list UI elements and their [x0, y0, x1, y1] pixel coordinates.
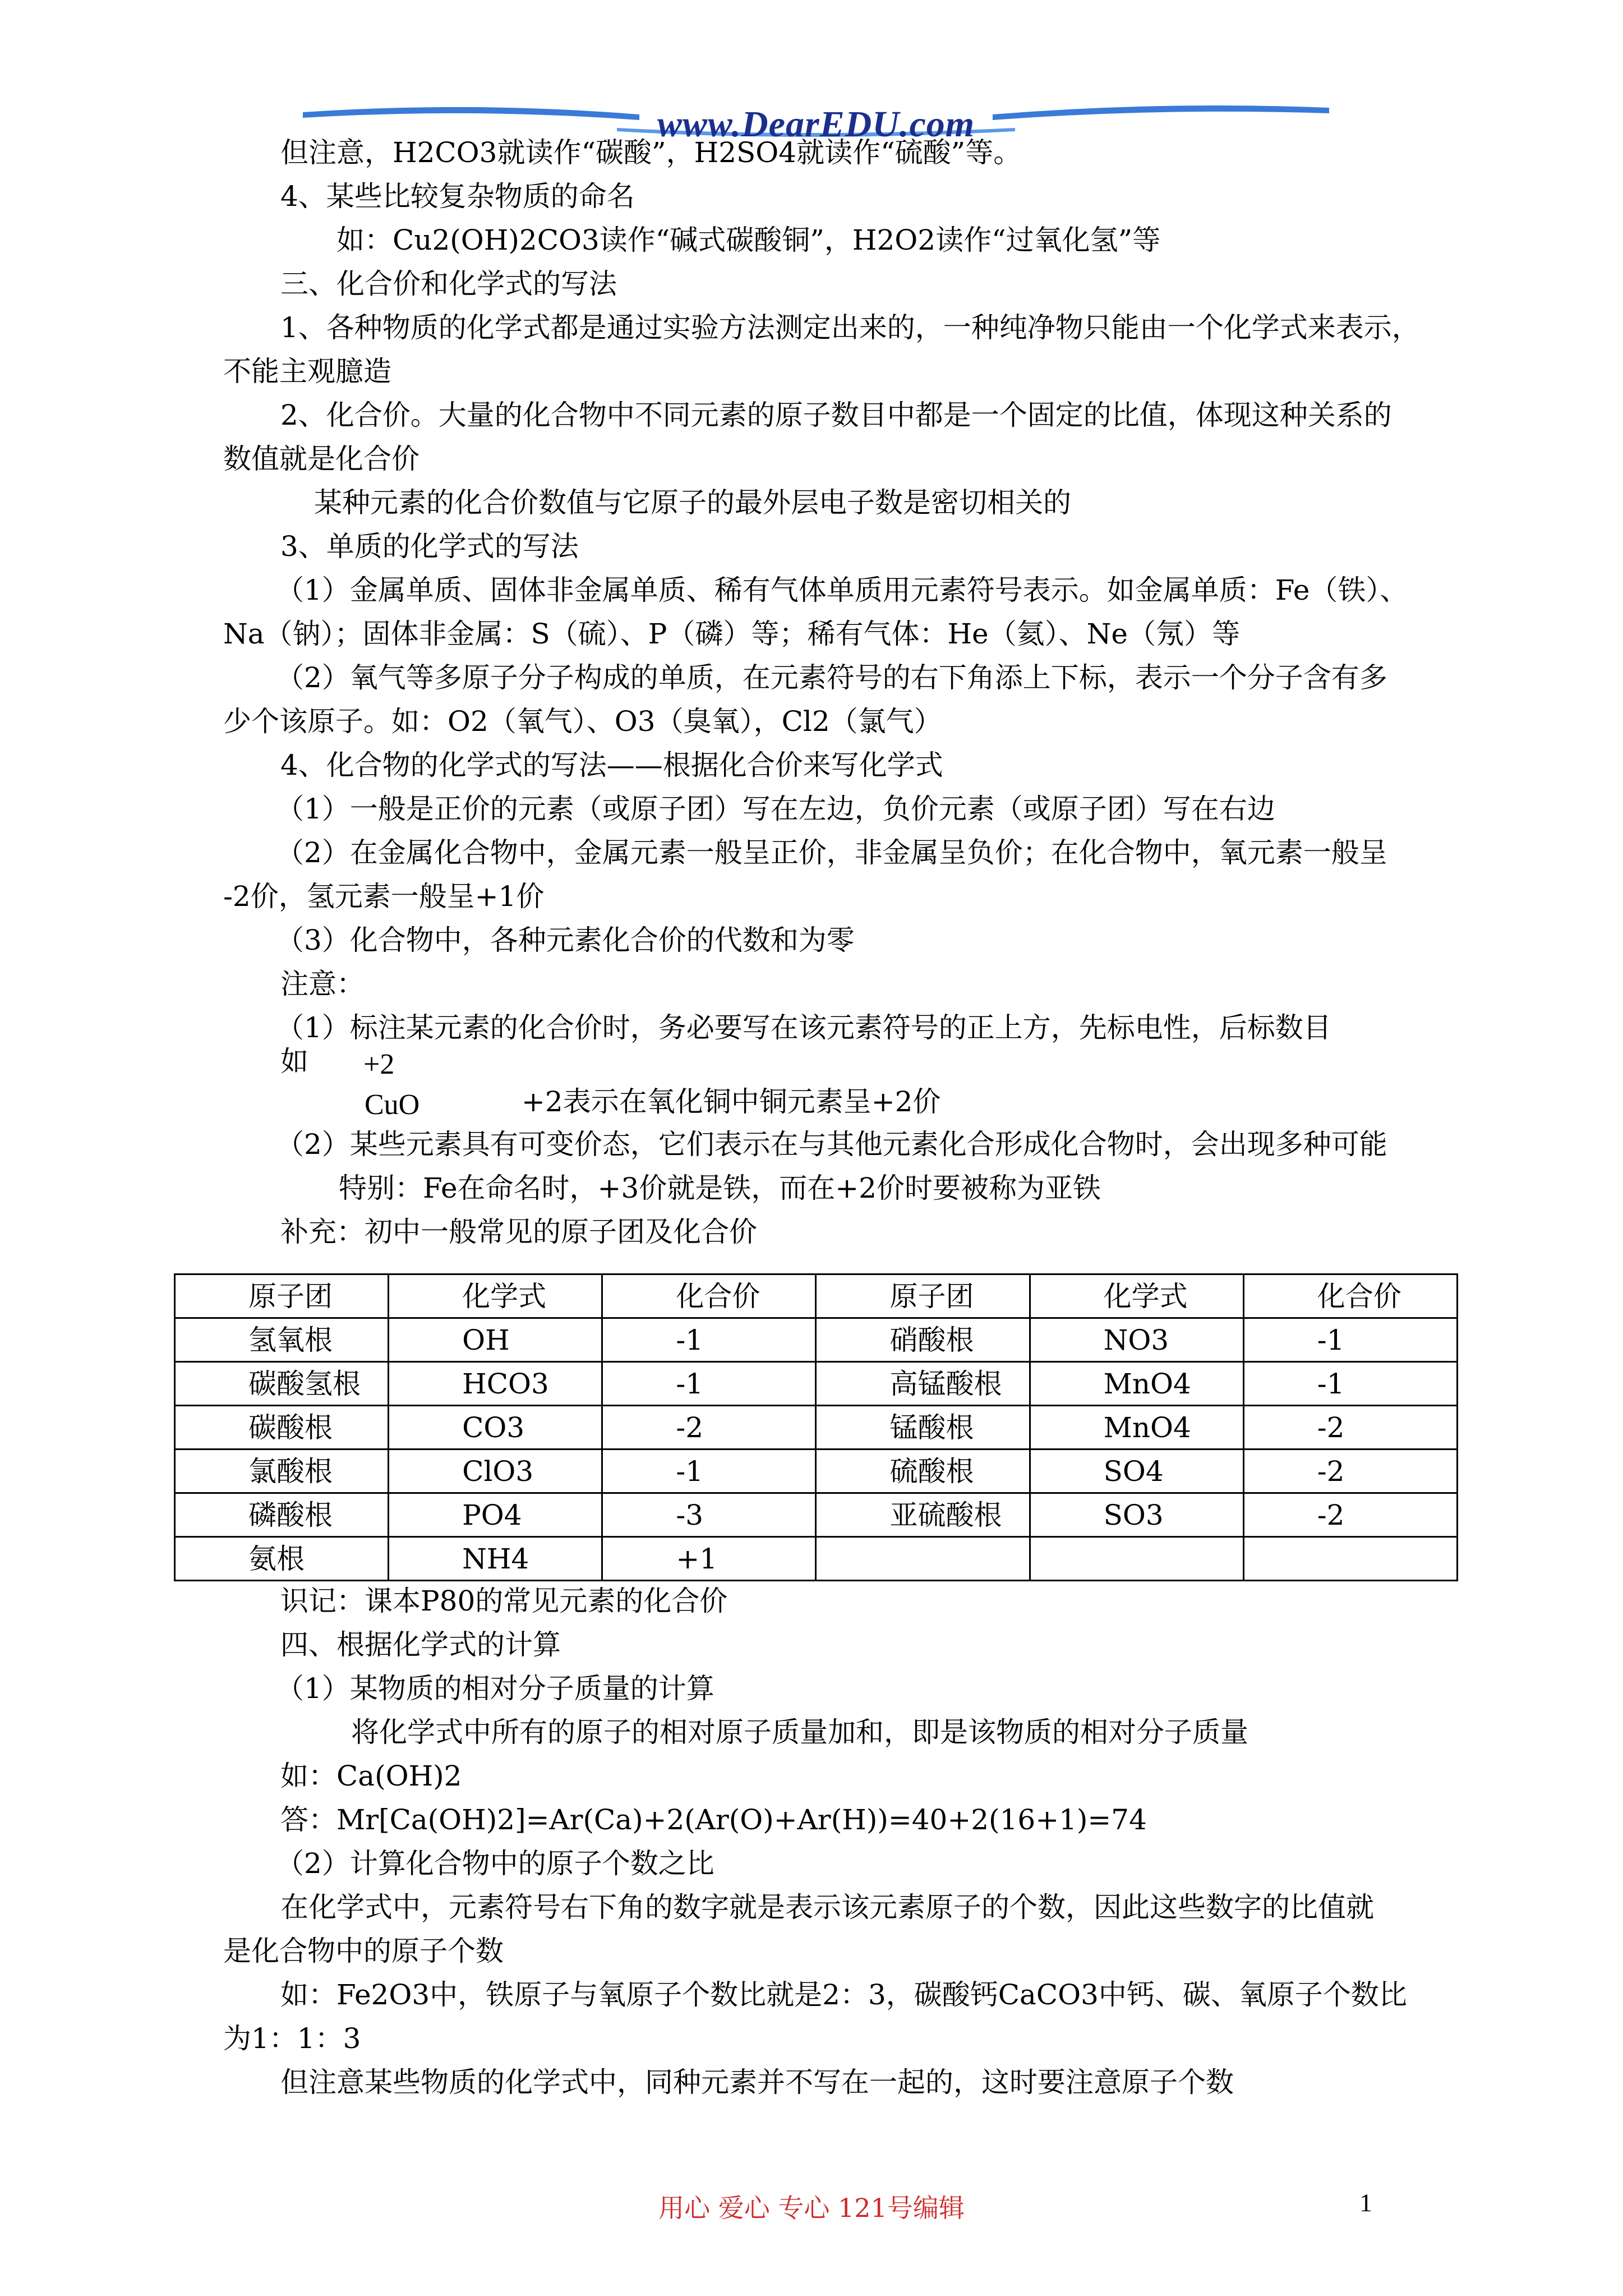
text-line: 但注意某些物质的化学式中，同种元素并不写在一起的，这时要注意原子个数	[280, 2066, 1234, 2099]
text-line: （2）计算化合物中的原子个数之比	[276, 1847, 714, 1880]
text-line: 如：Cu2(OH)2CO3读作“碱式碳酸铜”，H2O2读作“过氧化氢”等	[336, 224, 1161, 256]
text-line: （1）金属单质、固体非金属单质、稀有气体单质用元素符号表示。如金属单质：Fe（铁）、	[276, 574, 1408, 606]
table-cell: SO3	[1030, 1493, 1243, 1537]
section-heading: 四、根据化学式的计算	[280, 1628, 561, 1661]
table-header-row	[175, 1274, 1458, 1318]
table-cell: -2	[1243, 1493, 1457, 1537]
text-line: 答：Mr[Ca(OH)2]=Ar(Ca)+2(Ar(O)+Ar(H))=40+2(16+1)=74	[280, 1803, 1147, 1836]
table-cell: NH4	[389, 1537, 602, 1581]
text-line: 不能主观臆造	[223, 355, 391, 388]
text-line: 4、化合物的化学式的写法——根据化合价来写化学式	[280, 749, 943, 781]
text-line: 2、化合价。大量的化合物中不同元素的原子数目中都是一个固定的比值，体现这种关系的	[280, 399, 1392, 431]
text-line: 数值就是化合价	[223, 443, 419, 475]
text-line: （2）氧气等多原子分子构成的单质，在元素符号的右下角添上下标，表示一个分子含有多	[276, 661, 1387, 694]
table-row	[175, 1318, 1458, 1362]
table-cell: -3	[602, 1493, 816, 1537]
text-line: 是化合物中的原子个数	[223, 1935, 504, 1967]
table-header: 化合价	[602, 1274, 816, 1318]
table-cell: 碳酸氢根	[175, 1362, 389, 1406]
table-cell: 高锰酸根	[816, 1362, 1030, 1406]
table-header: 原子团	[175, 1274, 389, 1318]
text-line: （1）某物质的相对分子质量的计算	[276, 1672, 714, 1705]
table-header: 化合价	[1243, 1274, 1457, 1318]
table-cell	[816, 1537, 1030, 1581]
table-cell: MnO4	[1030, 1406, 1243, 1450]
table-cell: 亚硫酸根	[816, 1493, 1030, 1537]
radical-valence-table	[174, 1273, 1458, 1581]
table-header: 化学式	[389, 1274, 602, 1318]
table-cell	[1030, 1537, 1243, 1581]
table-cell: 氨根	[175, 1537, 389, 1581]
table-cell: -1	[602, 1362, 816, 1406]
table-cell: 锰酸根	[816, 1406, 1030, 1450]
table-cell: 磷酸根	[175, 1493, 389, 1537]
text-line: 少个该原子。如：O2（氧气）、O3（臭氧），Cl2（氯气）	[223, 705, 942, 738]
text-line: 补充：初中一般常见的原子团及化合价	[280, 1216, 757, 1248]
example-charge: +2	[363, 1048, 395, 1080]
text-line: 将化学式中所有的原子的相对原子质量加和，即是该物质的相对分子质量	[351, 1716, 1248, 1749]
text-line: 为1：1：3	[223, 2022, 361, 2055]
table-row	[175, 1406, 1458, 1450]
table-cell: -1	[1243, 1362, 1457, 1406]
example-formula: CuO	[365, 1089, 420, 1121]
text-line: （1）标注某元素的化合价时，务必要写在该元素符号的正上方，先标电性，后标数目	[276, 1011, 1331, 1044]
table-cell: -2	[602, 1406, 816, 1450]
text-line: （1）一般是正价的元素（或原子团）写在左边，负价元素（或原子团）写在右边	[276, 793, 1275, 825]
table-cell: -1	[602, 1450, 816, 1493]
table-cell: OH	[389, 1318, 602, 1362]
table-cell: -1	[1243, 1318, 1457, 1362]
text-line: 1、各种物质的化学式都是通过实验方法测定出来的，一种纯净物只能由一个化学式来表示，	[280, 311, 1420, 344]
example-explanation: +2表示在氧化铜中铜元素呈+2价	[522, 1085, 941, 1118]
site-url: www.DearEDU.com	[657, 104, 975, 145]
text-line: 识记：课本P80的常见元素的化合价	[280, 1585, 728, 1617]
table-cell: -1	[602, 1318, 816, 1362]
table-cell: CO3	[389, 1406, 602, 1450]
table-cell	[1243, 1537, 1457, 1581]
text-line: 注意：	[280, 968, 365, 1000]
text-line: （2）在金属化合物中，金属元素一般呈正价，非金属呈负价；在化合物中，氧元素一般呈	[276, 836, 1387, 869]
text-line: Na（钠）；固体非金属：S（硫）、P（磷）等；稀有气体：He（氦）、Ne（氖）等	[223, 618, 1240, 650]
table-cell: HCO3	[389, 1362, 602, 1406]
table-header: 原子团	[816, 1274, 1030, 1318]
text-line: 某种元素的化合价数值与它原子的最外层电子数是密切相关的	[314, 486, 1071, 519]
table-header: 化学式	[1030, 1274, 1243, 1318]
page-number: 1	[1359, 2188, 1372, 2217]
text-line: 3、单质的化学式的写法	[280, 530, 579, 563]
text-line: 如：Fe2O3中，铁原子与氧原子个数比就是2：3，碳酸钙CaCO3中钙、碳、氧原子个数比	[280, 1978, 1407, 2011]
table-cell: +1	[602, 1537, 816, 1581]
table-cell: 碳酸根	[175, 1406, 389, 1450]
table-row	[175, 1493, 1458, 1537]
text-line: （2）某些元素具有可变价态，它们表示在与其他元素化合形成化合物时，会出现多种可能	[276, 1128, 1387, 1161]
example-prefix: 如	[280, 1045, 308, 1078]
table-cell: MnO4	[1030, 1362, 1243, 1406]
section-heading: 三、化合价和化学式的写法	[280, 268, 617, 300]
table-row	[175, 1362, 1458, 1406]
footer-text: 用心 爱心 专心 121号编辑	[658, 2193, 965, 2223]
table-cell: -2	[1243, 1450, 1457, 1493]
text-line: 但注意，H2CO3就读作“碳酸”，H2SO4就读作“硫酸”等。	[280, 136, 1022, 169]
table-cell: PO4	[389, 1493, 602, 1537]
table-cell: ClO3	[389, 1450, 602, 1493]
text-line: -2价，氢元素一般呈+1价	[223, 880, 545, 913]
table-cell: 硝酸根	[816, 1318, 1030, 1362]
table-cell: -2	[1243, 1406, 1457, 1450]
table-cell: SO4	[1030, 1450, 1243, 1493]
table-row	[175, 1537, 1458, 1581]
table-cell: NO3	[1030, 1318, 1243, 1362]
text-line: 在化学式中，元素符号右下角的数字就是表示该元素原子的个数，因此这些数字的比值就	[280, 1891, 1374, 1924]
table-cell: 氢氧根	[175, 1318, 389, 1362]
table-cell: 硫酸根	[816, 1450, 1030, 1493]
text-line: 4、某些比较复杂物质的命名	[280, 180, 635, 213]
table-row	[175, 1450, 1458, 1493]
text-line: 如：Ca(OH)2	[280, 1760, 462, 1792]
text-line: （3）化合物中，各种元素化合价的代数和为零	[276, 924, 855, 956]
table-cell: 氯酸根	[175, 1450, 389, 1493]
text-line: 特别：Fe在命名时，+3价就是铁，而在+2价时要被称为亚铁	[339, 1172, 1101, 1204]
